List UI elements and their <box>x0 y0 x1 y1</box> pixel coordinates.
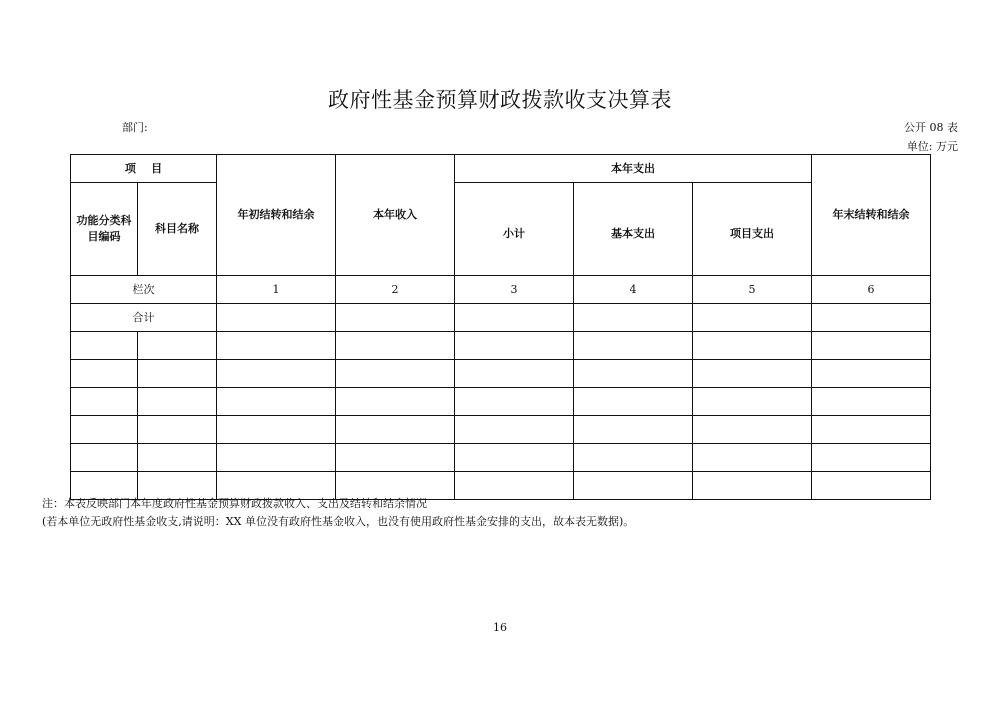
table-cell <box>812 416 931 444</box>
table-note: 注：本表反映部门本年度政府性基金预算财政拨款收入、支出及结转和结余情况 <box>42 497 427 510</box>
table-row <box>71 388 931 416</box>
table-cell <box>71 388 138 416</box>
table-cell <box>138 388 217 416</box>
table-cell <box>217 388 336 416</box>
header-current-income: 本年收入 <box>336 155 455 276</box>
table-cell <box>812 444 931 472</box>
table-cell <box>693 332 812 360</box>
unit-label: 单位: 万元 <box>906 140 958 153</box>
table-cell <box>574 304 693 332</box>
table-cell <box>455 472 574 500</box>
table-cell <box>693 472 812 500</box>
table-cell <box>71 332 138 360</box>
table-row <box>71 360 931 388</box>
table-cell <box>693 416 812 444</box>
table-cell <box>812 304 931 332</box>
table-cell <box>217 360 336 388</box>
table-cell <box>138 416 217 444</box>
table-cell <box>217 332 336 360</box>
table-cell <box>217 444 336 472</box>
table-cell <box>336 304 455 332</box>
table-cell <box>217 304 336 332</box>
table-cell <box>693 304 812 332</box>
table-cell <box>336 360 455 388</box>
table-cell <box>574 388 693 416</box>
column-number: 5 <box>693 276 812 304</box>
table-row <box>71 416 931 444</box>
table-cell <box>455 304 574 332</box>
department-label: 部门: <box>122 121 148 134</box>
table-cell <box>71 360 138 388</box>
table-cell <box>455 416 574 444</box>
header-beginning-balance: 年初结转和结余 <box>217 155 336 276</box>
table-cell <box>693 388 812 416</box>
table-cell <box>574 360 693 388</box>
header-current-expenditure: 本年支出 <box>455 155 812 183</box>
header-subtotal: 小计 <box>455 183 574 276</box>
table-cell <box>138 444 217 472</box>
column-number: 1 <box>217 276 336 304</box>
table-cell <box>574 416 693 444</box>
column-number-row <box>71 276 931 304</box>
table-cell <box>812 388 931 416</box>
table-cell <box>336 416 455 444</box>
table-cell <box>812 332 931 360</box>
table-cell <box>812 472 931 500</box>
table-cell <box>574 472 693 500</box>
total-label: 合计 <box>71 304 217 332</box>
form-number: 公开 08 表 <box>904 121 958 134</box>
column-number: 6 <box>812 276 931 304</box>
table-cell <box>138 360 217 388</box>
table-cell <box>71 444 138 472</box>
table-cell <box>812 360 931 388</box>
budget-table <box>70 154 931 500</box>
header-item: 项 目 <box>71 155 217 183</box>
table-cell <box>138 332 217 360</box>
page-title: 政府性基金预算财政拨款收支决算表 <box>328 88 672 112</box>
table-cell <box>336 332 455 360</box>
table-row <box>71 332 931 360</box>
table-cell <box>574 332 693 360</box>
table-row <box>71 444 931 472</box>
table-cell <box>336 444 455 472</box>
column-number: 4 <box>574 276 693 304</box>
header-function-code: 功能分类科目编码 <box>71 183 138 276</box>
table-cell <box>336 388 455 416</box>
column-number-label: 栏次 <box>71 276 217 304</box>
table-cell <box>574 444 693 472</box>
total-row <box>71 304 931 332</box>
table-cell <box>693 360 812 388</box>
table-note-explanation: (若本单位无政府性基金收支,请说明：XX 单位没有政府性基金收入，也没有使用政府性基金安排的支出，故本表无数据)。 <box>42 515 635 528</box>
table-cell <box>455 388 574 416</box>
table-cell <box>455 332 574 360</box>
table-cell <box>217 416 336 444</box>
table-cell <box>71 416 138 444</box>
page-number: 16 <box>493 621 507 634</box>
column-number: 3 <box>455 276 574 304</box>
table-cell <box>455 360 574 388</box>
table-cell <box>693 444 812 472</box>
header-subject-name: 科目名称 <box>138 183 217 276</box>
header-project-expenditure: 项目支出 <box>693 183 812 276</box>
table-cell <box>455 444 574 472</box>
header-basic-expenditure: 基本支出 <box>574 183 693 276</box>
column-number: 2 <box>336 276 455 304</box>
header-ending-balance: 年末结转和结余 <box>812 155 931 276</box>
